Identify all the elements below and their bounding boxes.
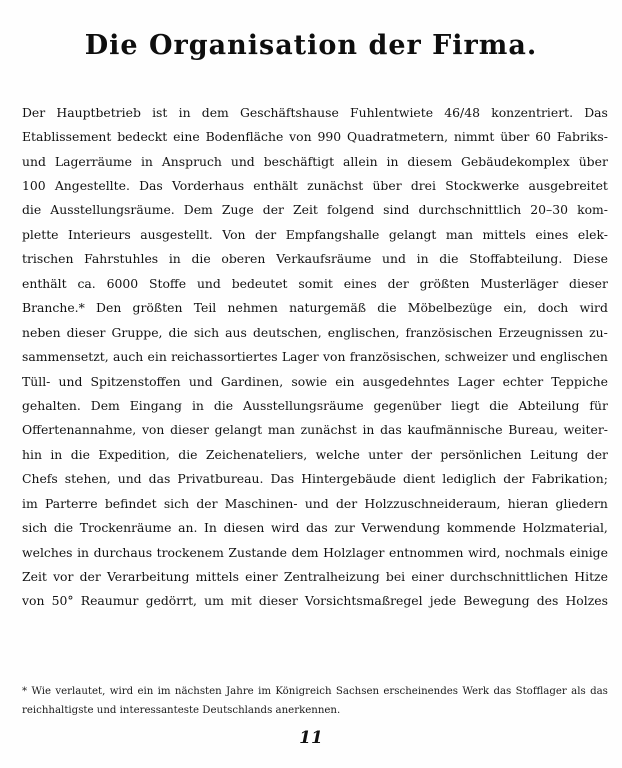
paragraph-line: hin in die Expedition, die Zeichenateliers, welche unter der persönlichen Leitung der	[22, 446, 608, 462]
paragraph-line: und Lagerräume in Anspruch und beschäftigt allein in diesem Gebäudekomplex über	[22, 153, 608, 169]
body-paragraph	[22, 100, 608, 613]
paragraph-line: Der Hauptbetrieb ist in dem Geschäftshause Fuhlentwiete 46/48 konzentriert. Das	[22, 104, 608, 120]
footnote-line: * Wie verlautet, wird ein im nächsten Jahre im Königreich Sachsen erscheinendes Werk das Stofflager als das	[22, 686, 608, 697]
paragraph-line: neben dieser Gruppe, die sich aus deutschen, englischen, französischen Erzeugnissen zu-	[22, 324, 608, 340]
footnote	[22, 682, 608, 720]
paragraph-line: Branche.* Den größten Teil nehmen naturgemäß die Möbelbezüge ein, doch wird	[22, 300, 608, 316]
paragraph-line: im Parterre befindet sich der Maschinen- und der Holzzuschneideraum, hieran gliedern	[22, 495, 608, 511]
paragraph-line: trischen Fahrstuhles in die oberen Verkaufsräume und in die Stoffabteilung. Diese	[22, 251, 608, 267]
paragraph-line: Etablissement bedeckt eine Bodenfläche von 990 Quadratmetern, nimmt über 60 Fabriks-	[22, 129, 608, 145]
page-number: 11	[299, 728, 323, 748]
paragraph-line: 100 Angestellte. Das Vorderhaus enthält zunächst über drei Stockwerke ausgebreitet	[22, 178, 608, 194]
paragraph-line: welches in durchaus trockenem Zustande dem Holzlager entnommen wird, nochmals einige	[22, 544, 608, 560]
paragraph-line: gehalten. Dem Eingang in die Ausstellungsräume gegenüber liegt die Abteilung für	[22, 397, 608, 413]
paragraph-line: enthält ca. 6000 Stoffe und bedeutet somit eines der größten Musterläger dieser	[22, 275, 608, 291]
page-title: Die Organisation der Firma.	[84, 30, 538, 61]
paragraph-line: Chefs stehen, und das Privatbureau. Das Hintergebäude dient lediglich der Fabrikation;	[22, 471, 608, 487]
paragraph-line: die Ausstellungsräume. Dem Zuge der Zeit folgend sind durchschnittlich 20–30 kom-	[22, 202, 608, 218]
paragraph-line: Offertenannahme, von dieser gelangt man zunächst in das kaufmännische Bureau, weiter-	[22, 422, 608, 438]
paragraph-line: sammensetzt, auch ein reichassortiertes Lager von französischen, schweizer und englischen	[22, 349, 608, 365]
paragraph-line: von 50° Reaumur gedörrt, um mit dieser Vorsichtsmaßregel jede Bewegung des Holzes	[22, 593, 608, 609]
paragraph-line: sich die Trockenräume an. In diesen wird das zur Verwendung kommende Holzmaterial,	[22, 520, 608, 536]
paragraph-line: plette Interieurs ausgestellt. Von der Empfangshalle gelangt man mittels eines elek-	[22, 226, 608, 242]
footnote-line: reichhaltigste und interessanteste Deutschlands anerkennen.	[22, 705, 341, 716]
paragraph-line: Tüll- und Spitzenstoffen und Gardinen, sowie ein ausgedehntes Lager echter Teppiche	[22, 373, 608, 389]
paragraph-line: Zeit vor der Verarbeitung mittels einer Zentralheizung bei einer durchschnittlichen Hitze	[22, 569, 608, 585]
